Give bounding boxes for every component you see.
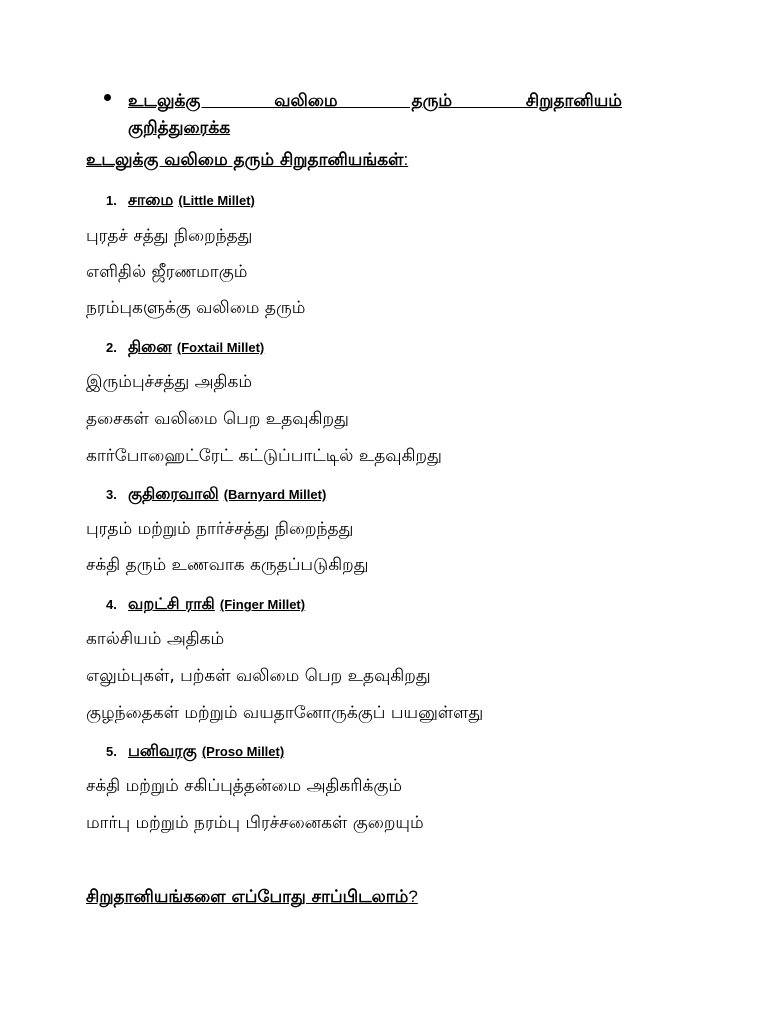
millet-english-name: (Foxtail Millet) <box>176 340 265 355</box>
bullet-line-2: குறித்துரைக்க <box>128 118 231 138</box>
bullet-dot <box>104 94 111 101</box>
section-heading-text: உடலுக்கு வலிமை தரும் சிறுதானியங்கள் <box>86 150 404 170</box>
millet-number: 1. <box>106 193 117 208</box>
final-heading-text: சிறுதானியங்களை எப்போது சாப்பிடலாம் <box>86 887 409 907</box>
millet-english-name: (Proso Millet) <box>201 744 285 759</box>
millet-3-point-1: புரதம் மற்றும் நார்ச்சத்து நிறைந்தது <box>86 519 354 539</box>
millet-tamil-name: சாமை <box>128 190 174 209</box>
millet-1-point-2: எளிதில் ஜீரணமாகும் <box>86 262 248 282</box>
millet-english-name: (Finger Millet) <box>219 597 306 612</box>
section-heading-colon: : <box>403 150 409 169</box>
millet-english-name: (Barnyard Millet) <box>223 487 327 502</box>
bullet-line-1: உடலுக்கு வலிமை தரும் சிறுதானியம் <box>128 91 622 111</box>
millet-tamil-name: பனிவரகு <box>128 741 197 760</box>
millet-1-point-1: புரதச் சத்து நிறைந்தது <box>86 226 253 246</box>
millet-heading-3 <box>106 484 326 505</box>
millet-number: 3. <box>106 487 117 502</box>
millet-1-point-3: நரம்புகளுக்கு வலிமை தரும் <box>86 298 306 318</box>
millet-heading-1 <box>106 190 255 211</box>
millet-heading-2 <box>106 337 264 358</box>
millet-5-point-2: மார்பு மற்றும் நரம்பு பிரச்சனைகள் குறையும் <box>86 813 424 833</box>
millet-english-name: (Little Millet) <box>178 193 255 208</box>
millet-4-point-2: எலும்புகள், பற்கள் வலிமை பெற உதவுகிறது <box>86 666 431 686</box>
final-heading <box>86 887 418 909</box>
millet-3-point-2: சக்தி தரும் உணவாக கருதப்படுகிறது <box>86 555 369 575</box>
millet-tamil-name: தினை <box>128 337 172 356</box>
millet-heading-4 <box>106 594 305 615</box>
millet-tamil-name: குதிரைவாலி <box>128 484 219 503</box>
section-heading <box>86 150 408 172</box>
millet-5-point-1: சக்தி மற்றும் சகிப்புத்தன்மை அதிகரிக்கும் <box>86 776 403 796</box>
millet-tamil-name: வறட்சி ராகி <box>128 594 215 613</box>
millet-2-point-2: தசைகள் வலிமை பெற உதவுகிறது <box>86 409 349 429</box>
millet-heading-5 <box>106 741 284 762</box>
millet-number: 5. <box>106 744 117 759</box>
millet-4-point-1: கால்சியம் அதிகம் <box>86 629 225 649</box>
final-heading-question-mark: ? <box>408 887 418 906</box>
millet-number: 2. <box>106 340 117 355</box>
millet-4-point-3: குழந்தைகள் மற்றும் வயதானோருக்குப் பயனுள்ளது <box>86 703 484 723</box>
millet-number: 4. <box>106 597 117 612</box>
millet-2-point-3: கார்போஹைட்ரேட் கட்டுப்பாட்டில் உதவுகிறது <box>86 446 442 466</box>
millet-2-point-1: இரும்புச்சத்து அதிகம் <box>86 372 253 392</box>
